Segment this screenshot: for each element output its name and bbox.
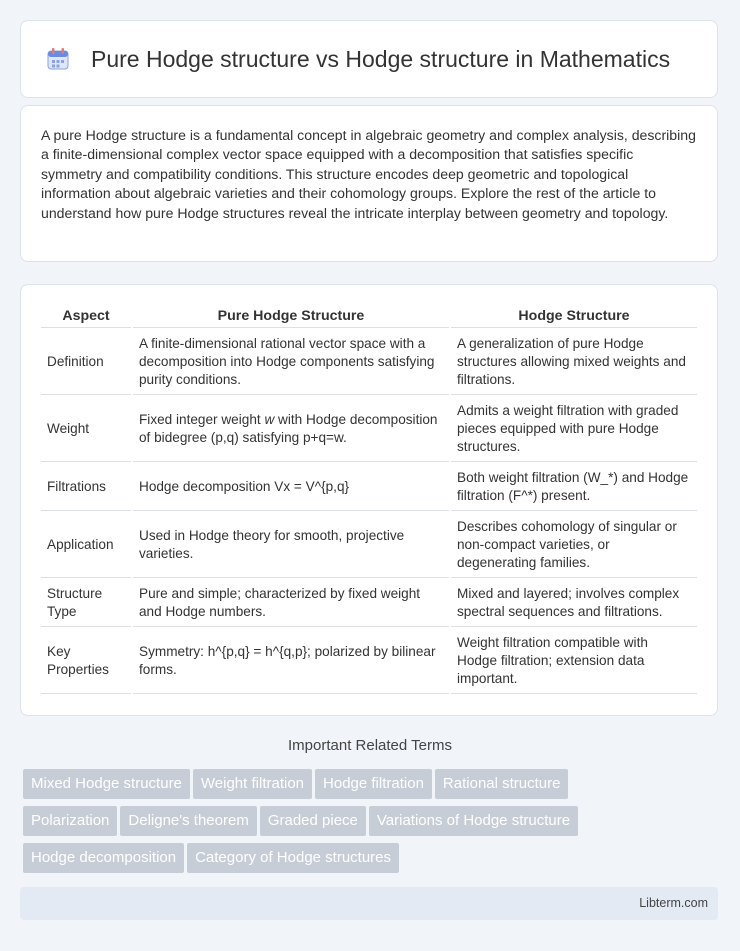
cell-pure-text: with Hodge decomposition of bidegree (p,q) satisfying p+q=w.: [139, 412, 438, 445]
related-term-tag[interactable]: Weight filtration: [193, 769, 312, 799]
cell-hodge: Mixed and layered; involves complex spectral sequences and filtrations.: [451, 580, 697, 627]
header-hodge: Hodge Structure: [451, 305, 697, 328]
cell-pure-variable: w: [264, 412, 275, 428]
cell-aspect: Application: [41, 513, 131, 578]
cell-pure-text: Fixed integer weight: [139, 412, 265, 428]
table-row: [41, 397, 697, 462]
related-term-tag[interactable]: Category of Hodge structures: [187, 843, 399, 873]
related-term-tag[interactable]: Graded piece: [260, 806, 366, 836]
cell-aspect: Key Properties: [41, 629, 131, 694]
table-row: [41, 330, 697, 395]
related-term-tag[interactable]: Hodge decomposition: [23, 843, 184, 873]
footer-site-link[interactable]: Libterm.com: [639, 896, 708, 910]
cell-hodge: Both weight filtration (W_*) and Hodge filtration (F^*) present.: [451, 464, 697, 511]
cell-pure: [133, 397, 449, 462]
header-aspect: Aspect: [41, 305, 131, 328]
calendar-icon: [45, 46, 71, 72]
table-row: [41, 629, 697, 694]
related-term-tag[interactable]: Variations of Hodge structure: [369, 806, 578, 836]
cell-aspect: Weight: [41, 397, 131, 462]
cell-pure: A finite-dimensional rational vector space with a decomposition into Hodge components satisfying purity conditions.: [133, 330, 449, 395]
footer: [20, 887, 718, 920]
comparison-table-card: [20, 284, 718, 716]
table-row: [41, 580, 697, 627]
related-term-tag[interactable]: Deligne's theorem: [120, 806, 256, 836]
related-term-tag[interactable]: Hodge filtration: [315, 769, 432, 799]
table-row: [41, 513, 697, 578]
related-terms-list: [23, 769, 723, 880]
intro-paragraph: A pure Hodge structure is a fundamental concept in algebraic geometry and complex analysis, describing a finite-dimensional complex vector space equipped with a decomposition that satisfies specific symmetry and compatibility conditions. This structure encodes deep geometric and topological information about algebraic varieties and their cohomology groups. Explore the rest of the article to understand how pure Hodge structures reveal the intricate interplay between geometry and topology.: [41, 127, 696, 221]
cell-hodge: Describes cohomology of singular or non-compact varieties, or degenerating families.: [451, 513, 697, 578]
title-card: [20, 20, 718, 98]
related-term-tag[interactable]: Mixed Hodge structure: [23, 769, 190, 799]
table-header-row: [41, 305, 697, 328]
related-term-tag[interactable]: Polarization: [23, 806, 117, 836]
cell-hodge: A generalization of pure Hodge structures allowing mixed weights and filtrations.: [451, 330, 697, 395]
page-title: Pure Hodge structure vs Hodge structure in Mathematics: [91, 45, 671, 72]
intro-card: [20, 105, 718, 262]
cell-hodge: Admits a weight filtration with graded pieces equipped with pure Hodge structures.: [451, 397, 697, 462]
comparison-table: [39, 303, 699, 696]
cell-pure: Hodge decomposition Vx = V^{p,q}: [133, 464, 449, 511]
cell-pure: Pure and simple; characterized by fixed weight and Hodge numbers.: [133, 580, 449, 627]
header-pure-hodge: Pure Hodge Structure: [133, 305, 449, 328]
cell-aspect: Structure Type: [41, 580, 131, 627]
cell-pure: Used in Hodge theory for smooth, projective varieties.: [133, 513, 449, 578]
cell-hodge: Weight filtration compatible with Hodge filtration; extension data important.: [451, 629, 697, 694]
table-row: [41, 464, 697, 511]
cell-aspect: Filtrations: [41, 464, 131, 511]
cell-aspect: Definition: [41, 330, 131, 395]
related-term-tag[interactable]: Rational structure: [435, 769, 569, 799]
cell-pure: Symmetry: h^{p,q} = h^{q,p}; polarized by bilinear forms.: [133, 629, 449, 694]
related-terms-title: Important Related Terms: [288, 737, 452, 754]
